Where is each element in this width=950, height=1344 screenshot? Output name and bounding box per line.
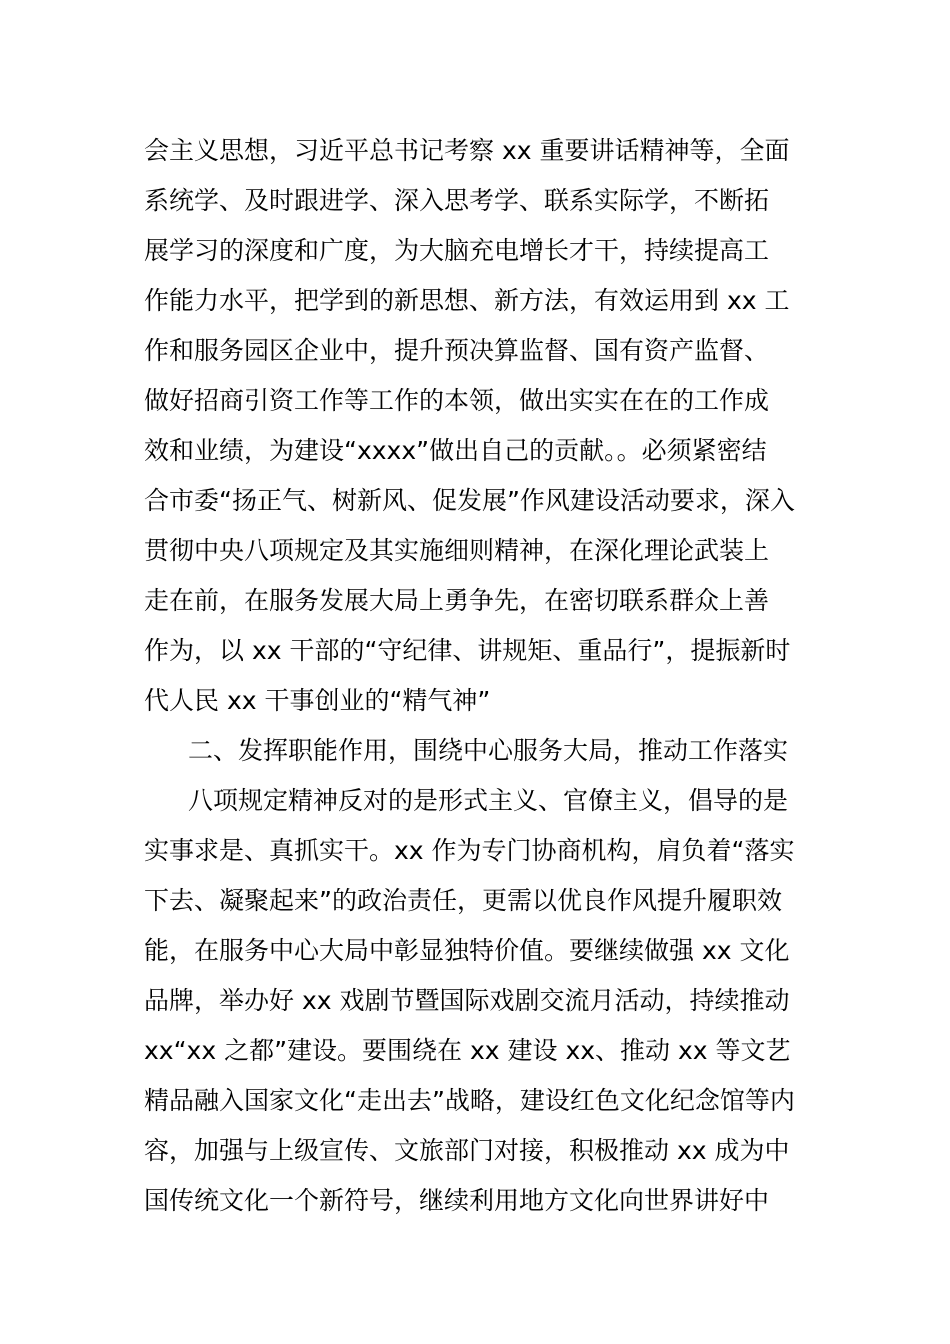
text-line: 贯彻中央八项规定及其实施细则精神，在深化理论武装上 bbox=[144, 536, 770, 565]
section-heading: 二、发挥职能作用，围绕中心服务大局，推动工作落实 bbox=[188, 736, 789, 765]
text-line: 会主义思想，习近平总书记考察 xx 重要讲话精神等，全面 bbox=[144, 136, 790, 165]
text-line: 效和业绩，为建设“xxxx”做出自己的贡献。。必须紧密结 bbox=[144, 436, 767, 465]
text-line: 合市委“扬正气、树新风、促发展”作风建设活动要求，深入 bbox=[144, 486, 795, 515]
document-body bbox=[144, 126, 804, 1226]
text-line: 实事求是、真抓实干。xx 作为专门协商机构，肩负着“落实 bbox=[144, 836, 795, 865]
text-line: 作为，以 xx 干部的“守纪律、讲规矩、重品行”，提振新时 bbox=[144, 636, 791, 665]
text-line: 展学习的深度和广度，为大脑充电增长才干，持续提高工 bbox=[144, 236, 770, 265]
text-line: 品牌，举办好 xx 戏剧节暨国际戏剧交流月活动，持续推动 bbox=[144, 986, 790, 1015]
text-line: 下去、凝聚起来”的政治责任，更需以优良作风提升履职效 bbox=[144, 886, 782, 915]
text-line: xx“xx 之都”建设。要围绕在 xx 建设 xx、推动 xx 等文艺 bbox=[144, 1036, 791, 1065]
text-line: 代人民 xx 干事创业的“精气神” bbox=[144, 686, 491, 715]
text-line: 系统学、及时跟进学、深入思考学、联系实际学，不断拓 bbox=[144, 186, 770, 215]
text-line: 做好招商引资工作等工作的本领，做出实实在在的工作成 bbox=[144, 386, 770, 415]
paragraph-first-line: 八项规定精神反对的是形式主义、官僚主义，倡导的是 bbox=[188, 786, 789, 815]
text-line: 容，加强与上级宣传、文旅部门对接，积极推动 xx 成为中 bbox=[144, 1136, 790, 1165]
text-line: 国传统文化一个新符号，继续利用地方文化向世界讲好中 bbox=[144, 1186, 770, 1215]
text-line: 精品融入国家文化“走出去”战略，建设红色文化纪念馆等内 bbox=[144, 1086, 795, 1115]
text-line: 作和服务园区企业中，提升预决算监督、国有资产监督、 bbox=[144, 336, 770, 365]
text-line: 走在前，在服务发展大局上勇争先，在密切联系群众上善 bbox=[144, 586, 770, 615]
text-line: 作能力水平，把学到的新思想、新方法，有效运用到 xx 工 bbox=[144, 286, 790, 315]
text-line: 能，在服务中心大局中彰显独特价值。要继续做强 xx 文化 bbox=[144, 936, 790, 965]
